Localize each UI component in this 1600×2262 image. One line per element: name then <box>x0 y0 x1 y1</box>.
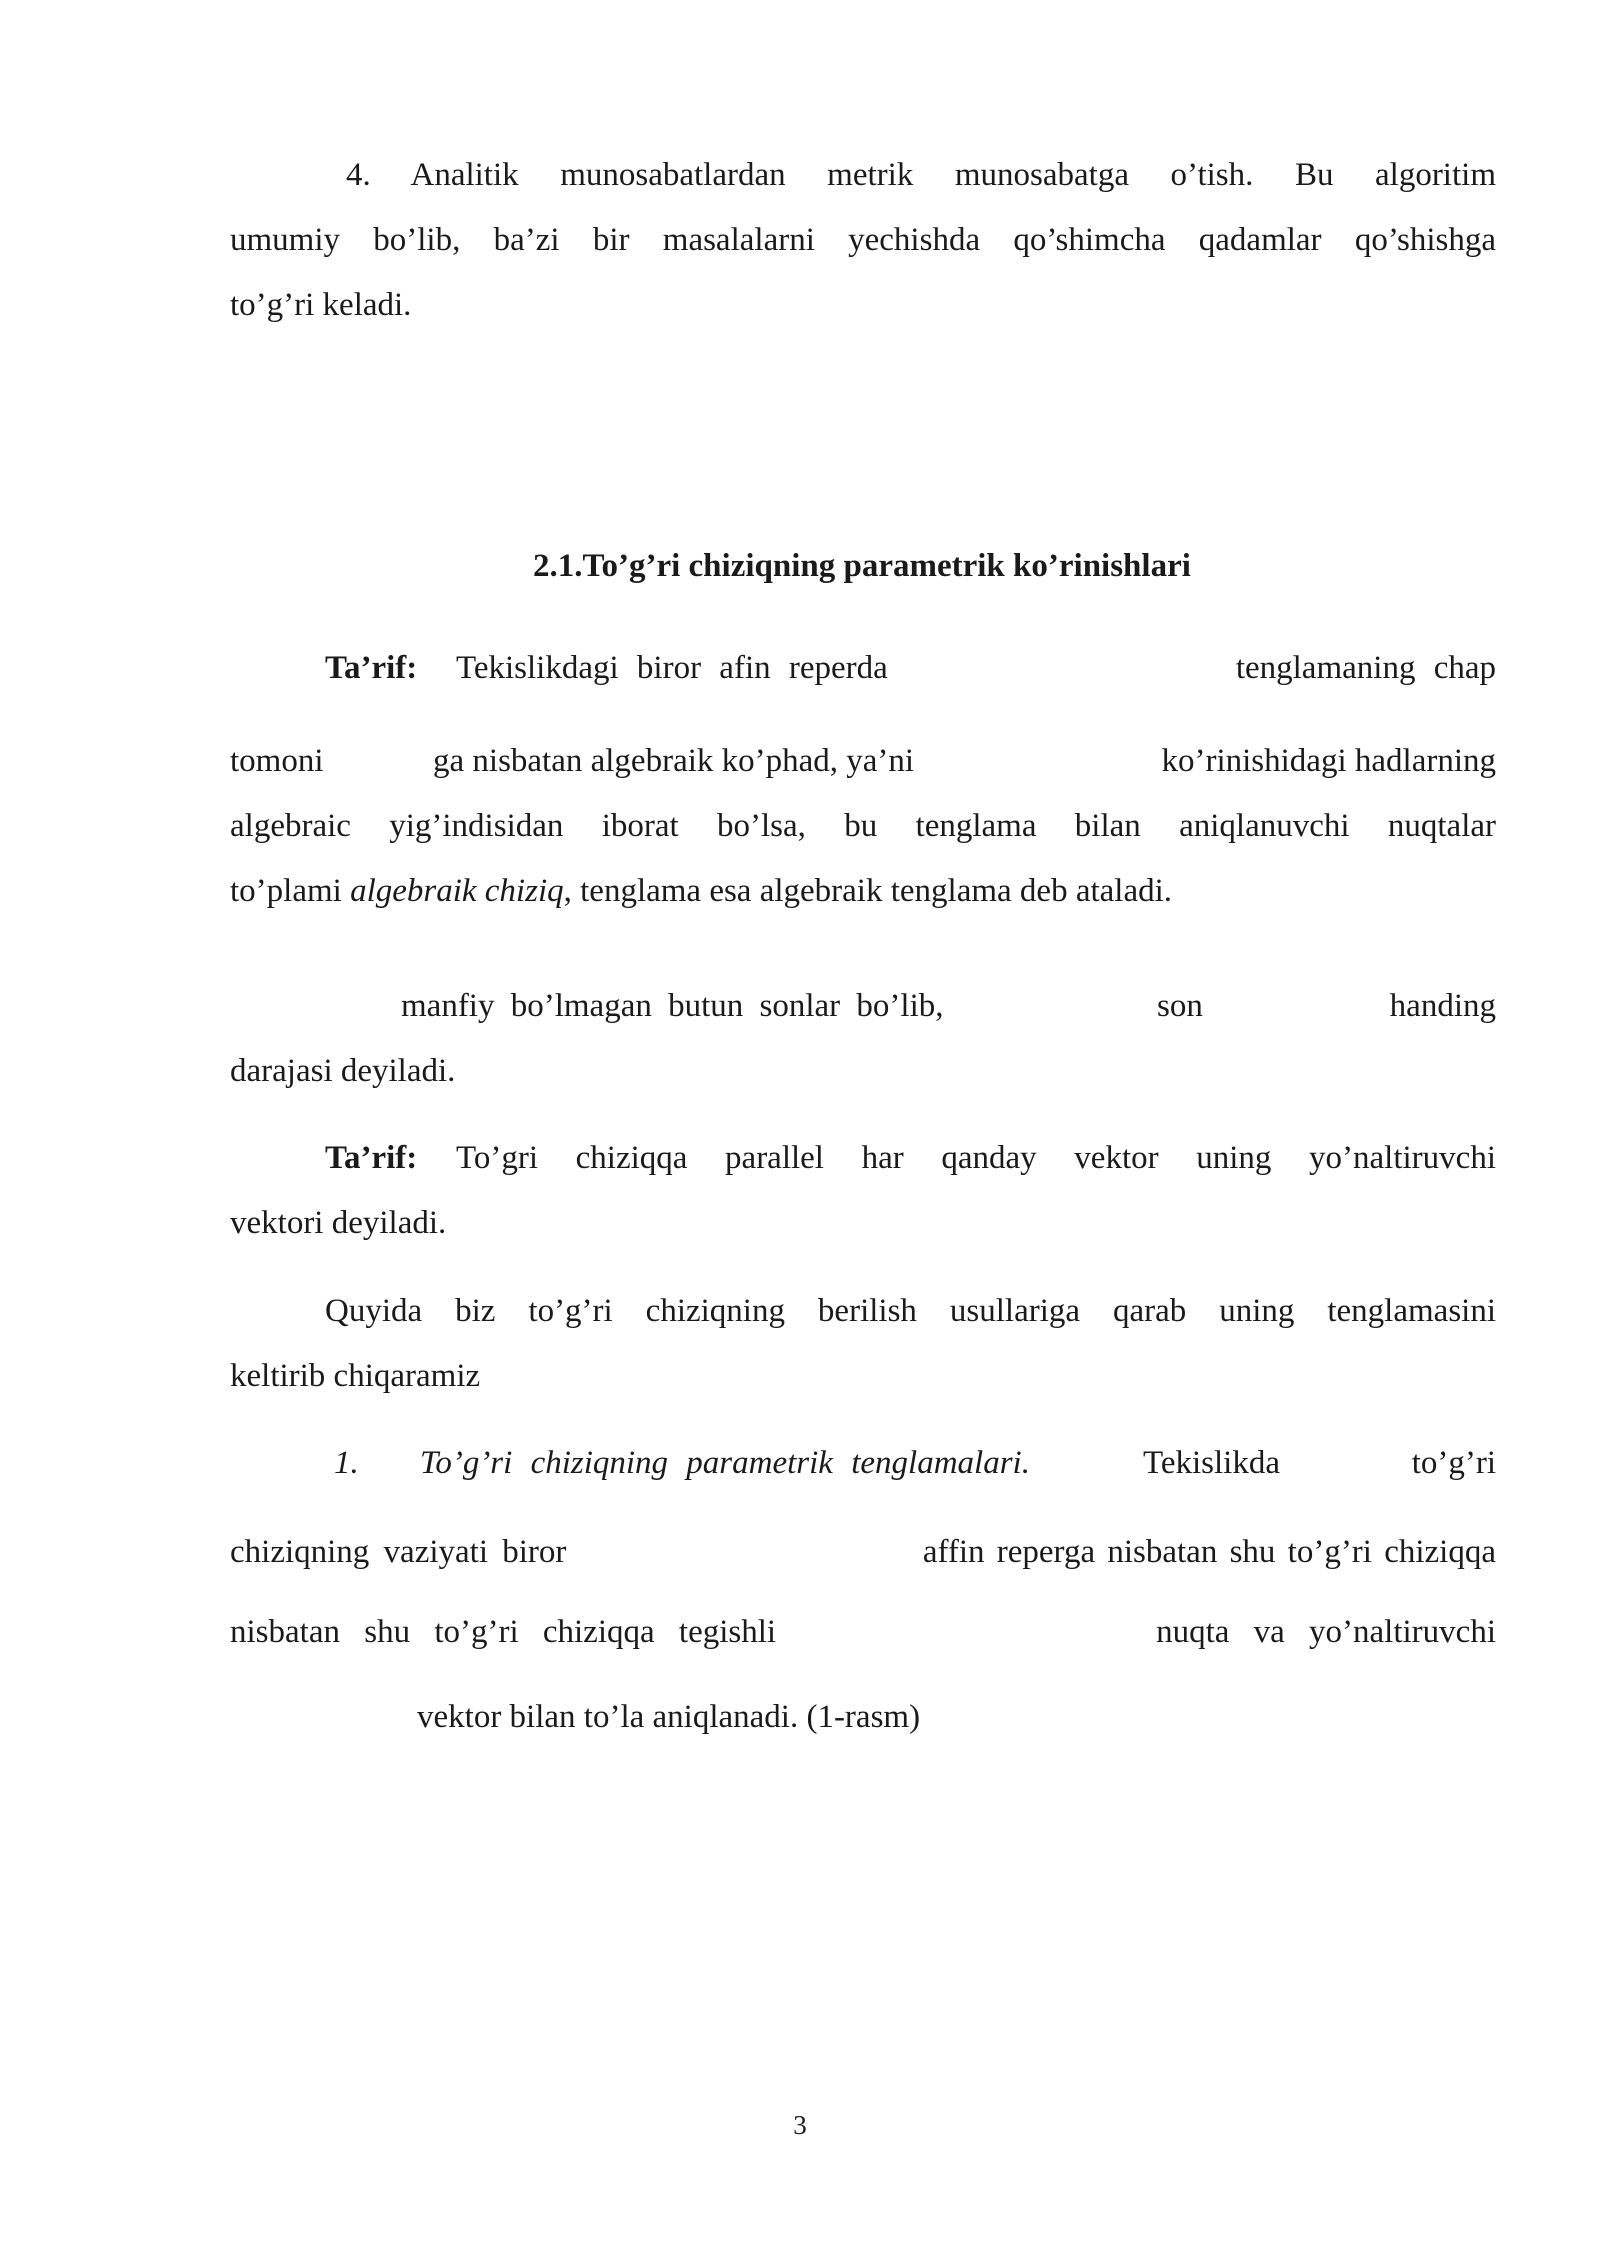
item-1-line-3-b: nuqta va yo’naltiruvchi <box>1156 1614 1496 1650</box>
paragraph-1-line-2: umumiy bo’lib, ba’zi bir masalalarni yechishda qo’shimcha qadamlar qo’shishga <box>230 222 1496 258</box>
section-heading: 2.1.To’g’ri chiziqning parametrik ko’rinishlari <box>533 548 1191 584</box>
definition-1-line-4-c: , tenglama esa algebraik tenglama deb ataladi. <box>563 873 1173 909</box>
item-1-number: 1. <box>334 1445 359 1481</box>
definition-1-line-4 <box>230 871 1496 911</box>
intro-line-2: keltirib chiqaramiz <box>230 1358 481 1394</box>
definition-2-label: Ta’rif: <box>325 1140 418 1176</box>
definition-2-line-2: vektori deyiladi. <box>230 1205 447 1241</box>
item-1-line-2-b: affin reperga nisbatan shu to’g’ri chiziqqa <box>922 1534 1496 1570</box>
item-1-line-3-a: nisbatan shu to’g’ri chiziqqa tegishli <box>230 1614 777 1650</box>
degree-line-1-right: handing <box>1389 988 1496 1024</box>
definition-1-line-1-left: Tekislikdagi biror afin reperda <box>456 650 888 686</box>
algebraic-line-term: algebraik chiziq <box>350 873 564 909</box>
paragraph-1-line-3: to’g’ri keladi. <box>230 287 412 323</box>
paragraph-1-line-1: 4. Analitik munosabatlardan metrik munosabatga o’tish. Bu algoritim <box>346 157 1496 193</box>
item-1-line-1-a: Tekislikda <box>1143 1445 1280 1481</box>
definition-1-label: Ta’rif: <box>325 650 418 686</box>
item-1-line-2-a: chiziqning vaziyati biror <box>230 1534 567 1570</box>
definition-1-line-2-right: ko’rinishidagi hadlarning <box>1161 743 1496 779</box>
degree-line-1-left: manfiy bo’lmagan butun sonlar bo’lib, <box>401 988 944 1024</box>
item-1-line-4: vektor bilan to’la aniqlanadi. (1-rasm) <box>417 1699 921 1735</box>
intro-line-1: Quyida biz to’g’ri chiziqning berilish usullariga qarab uning tenglamasini <box>325 1293 1496 1329</box>
definition-1-line-2-middle: ga nisbatan algebraik ko’phad, ya’ni <box>433 743 915 779</box>
item-1-line-1-b: to’g’ri <box>1411 1445 1496 1481</box>
definition-1-line-3: algebraic yig’indisidan iborat bo’lsa, bu tenglama bilan aniqlanuvchi nuqtalar <box>230 808 1496 844</box>
definition-1-line-4-a: to’plami <box>230 873 342 909</box>
definition-1-line-1-right: tenglamaning chap <box>1235 650 1496 686</box>
item-1-title: To’g’ri chiziqning parametrik tenglamalari. <box>420 1445 1030 1481</box>
degree-line-1-middle: son <box>1157 988 1203 1024</box>
page-number: 3 <box>793 2110 807 2140</box>
degree-line-2: darajasi deyiladi. <box>230 1053 456 1089</box>
definition-2-line-1: To’gri chiziqqa parallel har qanday vektor uning yo’naltiruvchi <box>456 1140 1496 1176</box>
definition-1-line-2-left: tomoni <box>230 743 324 779</box>
